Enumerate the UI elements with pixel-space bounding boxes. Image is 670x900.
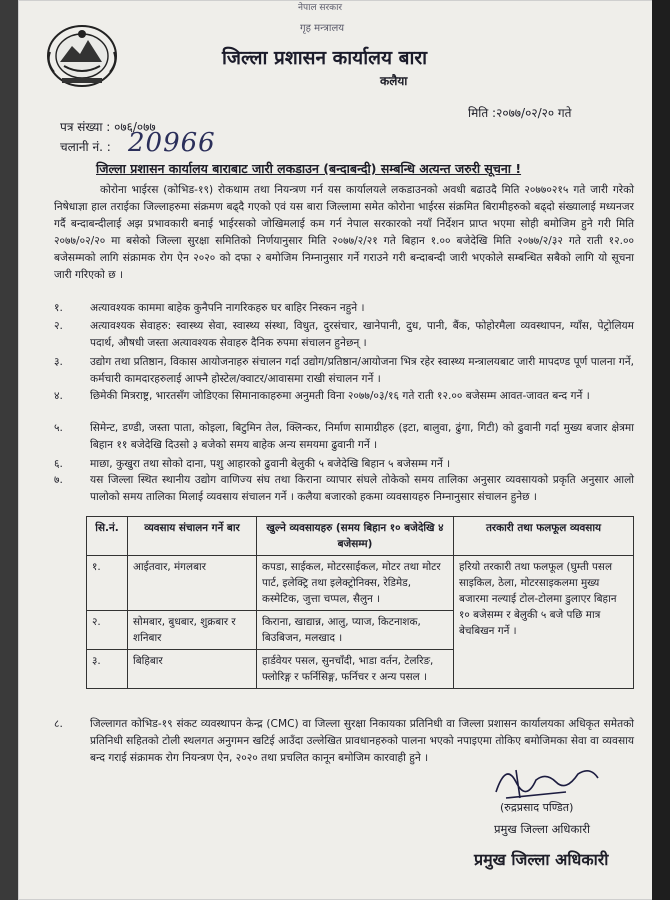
item-text: जिल्लागत कोभिड-१९ संकट व्यवस्थापन केन्द्र (CMC) वा जिल्ला सुरक्षा निकायका प्रतिनिधी वा जिल्ला प्रशासन कार्यालयका अधिकृत समेतको प्रतिनिधी सहितको टोली स्थलगत अनुगमन खटिई आउँदा उल्लेखित प्रावधानहरुको पालना भएको नपाइएमा तोकिए बमोजिमका सेवा वा व्यवसाय बन्द गराई संक्रामक रोग नियन्त्रण ऐन, २०२० तथा प्रचलित कानून बमोजिम कारवाही हुने । [90,718,634,764]
cell-businesses: कपडा, साईकल, मोटरसाईकल, मोटर तथा मोटर पार्ट, इलेक्ट्रि तथा इलेक्ट्रोनिक्स, रेडिमेड, कस्मेटिक, जुत्ता चप्पल, सैलुन । [257,556,454,611]
header-businesses: खुल्ने व्यवसायहरु (समय बिहान १० बजेदेखि ४ बजेसम्म) [257,517,454,556]
cell-sn: २. [87,611,128,650]
list-item [54,456,634,473]
notice-title: जिल्ला प्रशासन कार्यालय बाराबाट जारी लकडाउन (बन्दाबन्दी) सम्बन्धि अत्यन्त जरुरी सूचना ! [96,161,522,176]
item-number: २. [54,320,63,332]
list-item [54,318,634,352]
item-number: १. [54,302,63,314]
cell-vegetable-rule: हरियो तरकारी तथा फलफूल (घुम्ती पसल साइकिल, ठेला, मोटरसाइकलमा मुख्य बजारमा नल्याई टोल-टोलमा डुलाएर बिहान १० बजेसम्म र बेलुकी ५ बजे पछि मात्र बेचबिखन गर्ने । [454,556,634,689]
item-number: ८. [54,718,63,730]
item-number: ६. [54,458,63,470]
district-name: कलैया [380,74,408,88]
cell-days: आईतवार, मंगलबार [128,556,257,611]
stamp-text-top: नेपाल सरकार [298,3,343,13]
item-text: माछा, कुखुरा तथा सोको दाना, पशु आहारको ढुवानी बेलुकी ५ बजेदेखि बिहान ५ बजेसम्म गर्ने । [90,458,451,470]
item-text: यस जिल्ला स्थित स्थानीय उद्योग वाणिज्य संघ तथा किराना व्यापार संघले तोकेको समय तालिका अनुसार व्यवसायको प्रकृति अनुसार आलो पालोको समय तालिका मिलाई व्यवसाय संचालन गर्ने । कलैया बजारको हकमा व्यवसायहरु निम्नानुसार संचालन हुनेछ । [90,474,634,503]
letter-date: मिति :२०७७/०२/२० गते [468,106,572,120]
item-number: ३. [54,356,63,368]
item-text: अत्यावश्यक काममा बाहेक कुनैपनि नागरिकहरु घर बाहिर निस्कन नहुने । [90,302,365,314]
reference-number: पत्र संख्या : ०७६/०७७ [60,120,156,134]
nepal-emblem-icon [44,22,120,88]
header-days: व्यवसाय संचालन गर्ने बार [128,517,257,556]
photo-background-left [0,0,18,900]
office-title: जिल्ला प्रशासन कार्यालय बारा [222,47,428,69]
official-stamp-title: प्रमुख जिल्ला अधिकारी [474,850,609,869]
item-number: ५. [54,422,63,434]
item-text: अत्यावश्यक सेवाहरु: स्वास्थ्य सेवा, स्वास्थ्य संस्था, विधुत, दुरसंचार, खानेपानी, दुध, पानी, बैंक, फोहोरमैला व्यवस्थापन, ग्याँस, पेट्रोलियम पदार्थ, औषधी जस्ता अत्यावश्यक सेवाहरु दैनिक रुपमा संचालन हुनेछन् । [90,320,634,349]
header-vegetable: तरकारी तथा फलफूल व्यवसाय [454,517,634,556]
cell-businesses: हार्डवेयर पसल, सुनचाँदी, भाडा वर्तन, टेलरिङ, फ्लोरिङ्ग र फर्निसिङ्ग, फर्निचर र अन्य पसल । [257,650,454,689]
cell-days: बिहिबार [128,650,257,689]
item-number: ७. [54,474,63,486]
cell-sn: ३. [87,650,128,689]
photo-background-right [652,0,670,900]
list-item [54,420,634,454]
list-item [54,300,634,317]
item-number: ४. [54,390,63,402]
item-text: छिमेकी मित्रराष्ट्र, भारतसँग जोडिएका सिमानाकाहरुमा अनुमती विना २०७७/०३/१६ गते राती १२.०० बजेसम्म आवत-जावत बन्द गर्ने । [90,390,590,402]
business-schedule-table [86,516,634,689]
list-item [54,388,634,405]
dispatch-number: 20966 [128,128,216,158]
table-header-row [87,517,634,556]
item-text: सिमेन्ट, डण्डी, जस्ता पाता, कोइला, बिटुमिन तेल, क्लिन्कर, निर्माण सामाग्रीहरु (इटा, बालुवा, ढुंगा, गिटी) को ढुवानी गर्दा मुख्य बजार क्षेत्रमा बिहान ११ बजेदेखि दिउसो ३ बजेको समय बाहेक अन्य समयमा ढुवानी गर्ने । [90,422,634,451]
item-text: उद्योग तथा प्रतिष्ठान, विकास आयोजनाहरु संचालन गर्दा उद्योग/प्रतिष्ठान/आयोजना भित्र रहेर स्वास्थ्य मन्त्रालयबाट जारी मापदण्ड पूर्ण पालना गर्ने, कर्मचारी कामदारहरुलाई आफ्नै होस्टेल/क्वाटर/आवासमा राखी संचालन गर्ने । [90,356,634,385]
dispatch-label: चलानी नं. : [60,140,111,154]
table-row [87,556,634,611]
list-item [54,354,634,388]
cell-businesses: किराना, खाद्यान्न, आलु, प्याज, किटनाशक, बिउबिजन, मलखाद । [257,611,454,650]
stamp-text-ministry: गृह मन्त्रालय [300,23,345,34]
header-sn: सि.नं. [87,517,128,556]
cell-days: सोमबार, बुधबार, शुक्रबार र शनिबार [128,611,257,650]
cell-sn: १. [87,556,128,611]
list-item [54,472,634,506]
signer-title: प्रमुख जिल्ला अधिकारी [494,822,590,836]
notice-intro-paragraph: कोरोना भाईरस (कोभिड-१९) रोकथाम तथा नियन्त्रण गर्न यस कार्यालयले लकडाउनको अवधी बढाउदै मिति २०७७०२१५ गते जारी गरेको निषेधाज्ञा हाल तराईका जिल्लाहरुमा संक्रमण बढ्दै गएको एवं यस बारा जिल्लामा समेत कोरोना भाईरस संक्रमित बिरामीहरुको बढ्दो संख्यालाई मध्यनजर गर्दै बन्दाबन्दीलाई अझ प्रभावकारी बनाई भाईरसको जोखिमलाई कम गर्न नेपाल सरकारको नयाँ निर्देशन प्राप्त भएमा सोही बमोजिम हुने गरी मिति २०७७/०२/२० मा बसेको जिल्ला सुरक्षा समितिको निर्णयानुसार मिति २०७७/२/२१ गते बिहान १.०० बजेदेखि मिति २०७७/२/३२ गते राती १२.०० बजेसम्मको लागि संक्रामक रोग ऐन २०२० को दफा २ बमोजिम निम्नानुसार गर्ने गराउने गरी बन्दाबन्दी जारी भएकोले सम्बन्धित सबैको लागि यो सूचना जारी गरिएको छ । [54,184,634,281]
signer-name: (रुद्रप्रसाद पण्डित) [500,801,574,814]
